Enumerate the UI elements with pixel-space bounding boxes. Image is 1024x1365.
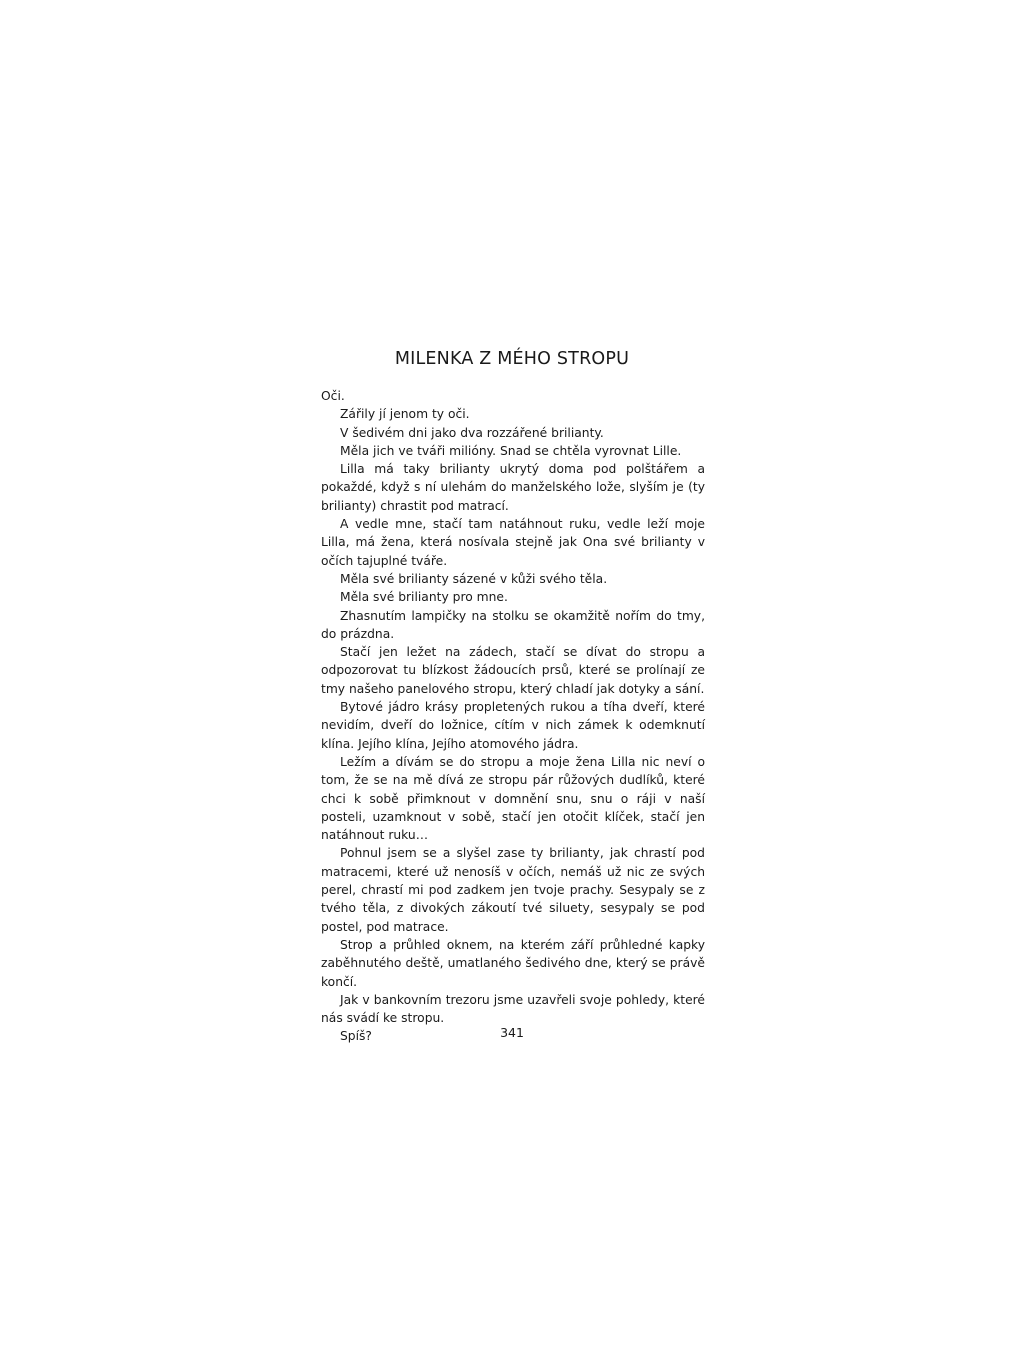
chapter-title: MILENKA Z MÉHO STROPU xyxy=(394,349,630,369)
body-text xyxy=(321,387,705,1046)
paragraph: Ležím a dívám se do stropu a moje žena Lilla nic neví o tom, že se na mě dívá ze stropu pár růžových dudlíků, které chci k sobě přimknout v domnění snu, snu o ráji v naší posteli, uzamknout v sobě, stačí jen otočit klíček, stačí jen natáhnout ruku… xyxy=(321,754,705,843)
paragraph: Pohnul jsem se a slyšel zase ty brilianty, jak chrastí pod matracemi, které už nenosíš v očích, nemáš už nic ze svých perel, chrastí mi pod zadkem jen tvoje prachy. Sesypaly se z tvého těla, z divokých zákoutí tvé siluety, sesypaly se pod postel, pod matrace. xyxy=(321,846,705,934)
paragraph: Měla své brilianty sázené v kůži svého těla. xyxy=(340,571,608,586)
paragraph: V šedivém dni jako dva rozzářené brilianty. xyxy=(340,425,604,440)
paragraph: Bytové jádro krásy propletených rukou a tíha dveří, které nevidím, dveří do ložnice, cítím v nich zámek k odemknutí klína. Jejího klína, Jejího atomového jádra. xyxy=(321,700,705,751)
paragraph: Měla jich ve tváři milióny. Snad se chtěla vyrovnat Lille. xyxy=(340,443,682,458)
page-number: 341 xyxy=(500,1025,524,1040)
paragraph: Spíš? xyxy=(340,1029,372,1044)
paragraph: Zářily jí jenom ty oči. xyxy=(340,407,470,422)
paragraph: Zhasnutím lampičky na stolku se okamžitě nořím do tmy, do prázdna. xyxy=(321,608,705,641)
paragraph: Stačí jen ležet na zádech, stačí se dívat do stropu a odpozorovat tu blízkost žádoucích prsů, které se prolínají ze tmy našeho panelového stropu, který chladí jak dotyky a sání. xyxy=(321,645,705,696)
paragraph: Lilla má taky brilianty ukrytý doma pod polštářem a pokaždé, když s ní ulehám do manželského lože, slyším je (ty brilianty) chrastit pod matrací. xyxy=(321,462,705,513)
paragraph: Jak v bankovním trezoru jsme uzavřeli svoje pohledy, které nás svádí ke stropu. xyxy=(321,992,705,1026)
paragraph: A vedle mne, stačí tam natáhnout ruku, vedle leží moje Lilla, má žena, která nosívala stejně jak Ona své brilianty v očích tajuplné tváře. xyxy=(321,517,705,568)
paragraph: Měla své brilianty pro mne. xyxy=(340,590,508,605)
paragraph: Strop a průhled oknem, na kterém září průhledné kapky zaběhnutého deště, umatlaného šedivého dne, který se právě končí. xyxy=(321,937,705,989)
paragraph: Oči. xyxy=(321,389,345,403)
